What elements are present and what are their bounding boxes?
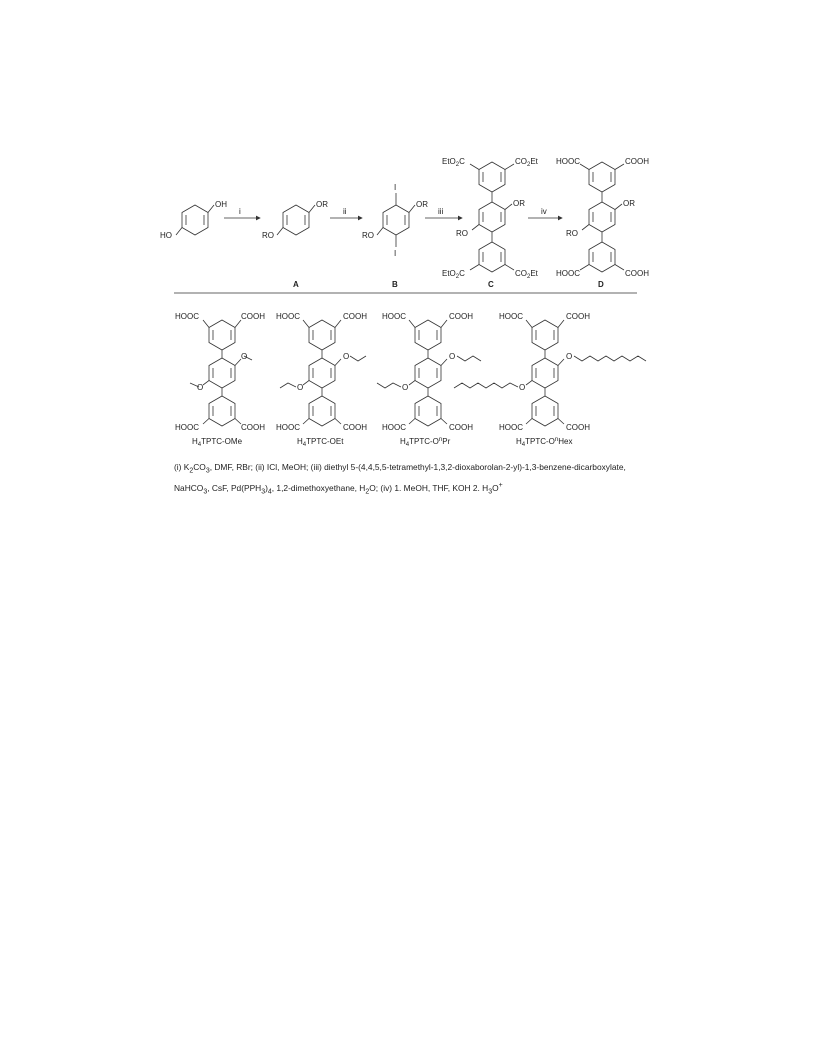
hexyloxy-oxygen: O: [566, 352, 573, 361]
alkoxy-label-left: RO: [456, 229, 468, 238]
acid-label-tr: COOH: [625, 157, 649, 166]
ester-label-tl: EtO$_2$C: [442, 157, 465, 168]
ester-label-br: $CO_2Et$: [515, 269, 538, 280]
acid-label: HOOC: [175, 312, 199, 321]
acid-label-br: COOH: [625, 269, 649, 278]
alkoxy-label-left: RO: [566, 229, 578, 238]
methoxy-oxygen: O: [241, 352, 248, 361]
hexyloxy-oxygen: O: [519, 383, 526, 392]
compound-b-structure: [362, 183, 428, 258]
methoxy-oxygen: O: [197, 383, 204, 392]
step-label-1: i: [239, 207, 241, 216]
ethoxy-oxygen: O: [297, 383, 304, 392]
alkoxy-label: OR: [513, 199, 525, 208]
alkoxy-label-left: RO: [362, 231, 374, 240]
acid-label-bl: HOOC: [556, 269, 580, 278]
acid-label: HOOC: [276, 423, 300, 432]
ethoxy-oxygen: O: [343, 352, 350, 361]
ligand-label-ome: $H_4TPTC$-OMe: [192, 437, 243, 448]
compound-label-c: C: [488, 280, 494, 289]
acid-label: COOH: [566, 312, 590, 321]
compound-c-structure: [442, 157, 539, 280]
ligand-label-opr: $H_4TPTC-O^nPr$: [400, 437, 451, 448]
ester-label-bl: EtO$_2$C: [442, 269, 465, 280]
ligand-opr-structure: [377, 312, 481, 432]
iodo-label-bottom: I: [394, 249, 397, 258]
acid-label: COOH: [449, 312, 473, 321]
ester-label-tr: $CO_2Et$: [515, 157, 538, 168]
ligand-label-ohex: $H_4TPTC-O^nHex$: [516, 437, 573, 448]
acid-label-tl: HOOC: [556, 157, 580, 166]
acid-label: COOH: [449, 423, 473, 432]
scheme-caption: (i) $K_2CO_3$, DMF, RBr; (ii) ICl, MeOH; (iii) diethyl 5-(4,4,5,5-tetramethyl-1,3,2-dioxaborolan-2-yl)-1,3-benzene-dicarboxylate, NaHCO$_3$, CsF, $Pd(PPH_3)_4$, 1,2-dimethoxyethane, $H_2O$; (iv) 1. MeOH, THF, KOH 2. $H_3O^+$: [174, 462, 626, 496]
hydroxyl-label-left: HO: [160, 231, 172, 240]
acid-label: HOOC: [499, 423, 523, 432]
hydroxyl-label: OH: [215, 200, 227, 209]
ligand-label-oet: $H_4TPTC$-OEt: [297, 437, 344, 448]
alkoxy-label: OR: [623, 199, 635, 208]
acid-label: COOH: [241, 312, 265, 321]
acid-label: HOOC: [499, 312, 523, 321]
alkoxy-label: OR: [416, 200, 428, 209]
hydroquinone-structure: [160, 200, 227, 240]
step-label-3: iii: [438, 207, 444, 216]
acid-label: COOH: [343, 423, 367, 432]
ligand-ome-structure: [175, 312, 265, 432]
propoxy-oxygen: O: [402, 383, 409, 392]
compound-label-d: D: [598, 280, 604, 289]
alkoxy-label: OR: [316, 200, 328, 209]
acid-label: HOOC: [276, 312, 300, 321]
step-label-4: iv: [541, 207, 547, 216]
compound-label-a: A: [293, 280, 299, 289]
acid-label: COOH: [241, 423, 265, 432]
compound-d-structure: [556, 157, 649, 278]
iodo-label-top: I: [394, 183, 397, 192]
alkoxy-label-left: RO: [262, 231, 274, 240]
ligand-ohex-structure: [454, 312, 646, 432]
ligand-oet-structure: [276, 312, 367, 432]
acid-label: COOH: [343, 312, 367, 321]
step-label-2: ii: [343, 207, 347, 216]
acid-label: HOOC: [382, 312, 406, 321]
compound-a-structure: [262, 200, 328, 240]
acid-label: HOOC: [382, 423, 406, 432]
acid-label: COOH: [566, 423, 590, 432]
compound-label-b: B: [392, 280, 398, 289]
acid-label: HOOC: [175, 423, 199, 432]
propoxy-oxygen: O: [449, 352, 456, 361]
